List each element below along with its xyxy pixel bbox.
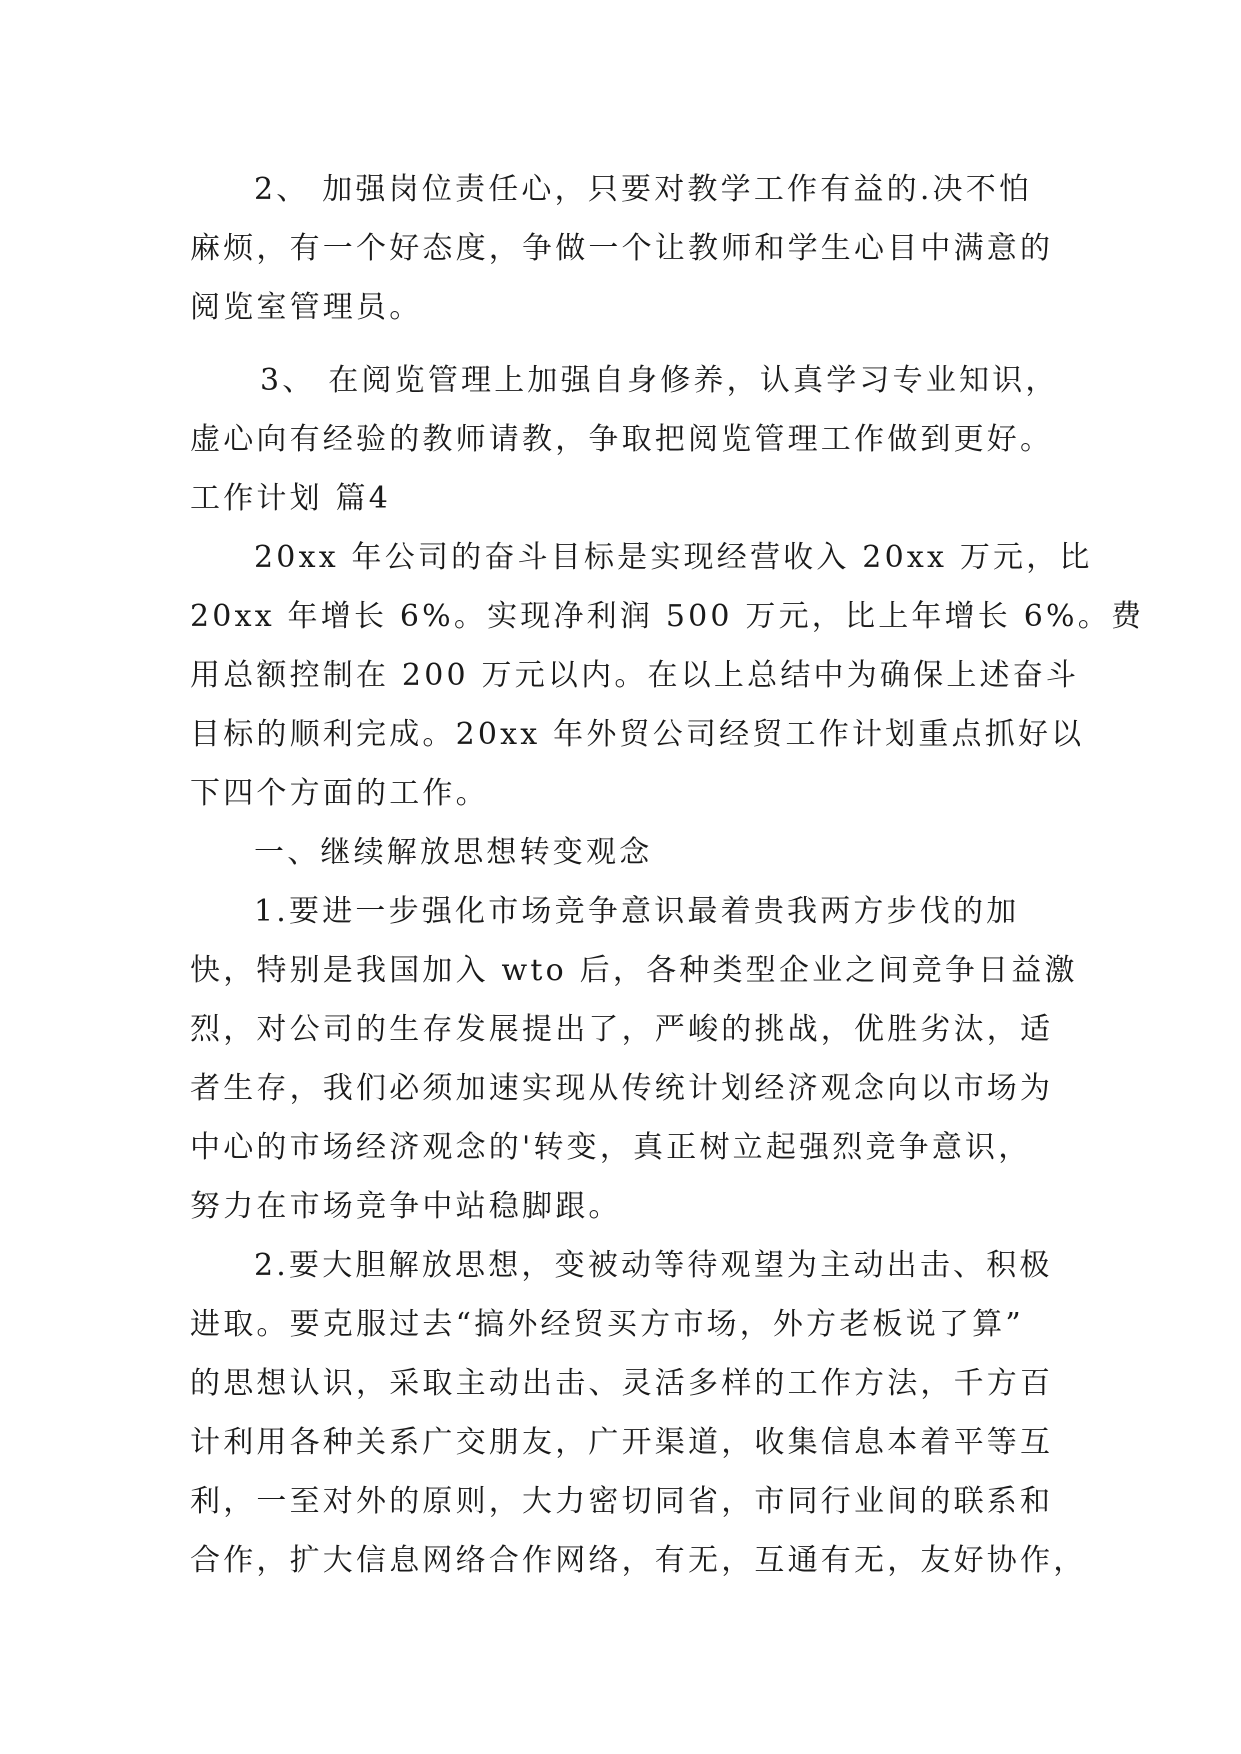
goal-para-line-1: 20xx 年公司的奋斗目标是实现经营收入 20xx 万元，比 [254, 540, 1093, 575]
item-1-line-6: 努力在市场竞争中站稳脚跟。 [190, 1189, 622, 1224]
item-2-line-6: 合作，扩大信息网络合作网络，有无，互通有无，友好协作， [190, 1543, 1087, 1578]
item-1-line-4: 者生存，我们必须加速实现从传统计划经济观念向以市场为 [190, 1071, 1054, 1106]
document-body [190, 160, 1145, 1590]
para-3-line-1: 3、 在阅览管理上加强自身修养，认真学习专业知识， [260, 363, 1059, 398]
section-heading: 工作计划 篇4 [190, 481, 392, 516]
goal-para-line-3: 用总额控制在 200 万元以内。在以上总结中为确保上述奋斗 [190, 658, 1080, 693]
goal-para-line-2: 20xx 年增长 6%。实现净利润 500 万元，比上年增长 6%。费 [190, 599, 1145, 634]
para-2-line-3: 阅览室管理员。 [190, 290, 423, 325]
item-2-line-3: 的思想认识，采取主动出击、灵活多样的工作方法，千方百 [190, 1366, 1054, 1401]
item-1-line-1: 1.要进一步强化市场竞争意识最着贵我两方步伐的加 [254, 894, 1020, 929]
subheading-one: 一、继续解放思想转变观念 [254, 835, 653, 870]
goal-para-line-4: 目标的顺利完成。20xx 年外贸公司经贸工作计划重点抓好以 [190, 717, 1085, 752]
para-3-line-2: 虚心向有经验的教师请教，争取把阅览管理工作做到更好。 [190, 422, 1054, 457]
para-2-line-2: 麻烦，有一个好态度，争做一个让教师和学生心目中满意的 [190, 231, 1054, 266]
item-2-line-2: 进取。要克服过去“搞外经贸买方市场，外方老板说了算” [190, 1307, 1024, 1342]
item-2-line-1: 2.要大胆解放思想，变被动等待观望为主动出击、积极 [254, 1248, 1053, 1283]
goal-para-line-5: 下四个方面的工作。 [190, 776, 489, 811]
para-2-line-1: 2、 加强岗位责任心，只要对教学工作有益的.决不怕 [254, 172, 1033, 207]
item-1-line-5: 中心的市场经济观念的'转变，真正树立起强烈竞争意识， [190, 1130, 1032, 1165]
item-2-line-4: 计利用各种关系广交朋友，广开渠道，收集信息本着平等互 [190, 1425, 1054, 1460]
item-2-line-5: 利，一至对外的原则，大力密切同省，市同行业间的联系和 [190, 1484, 1054, 1519]
item-1-line-3: 烈，对公司的生存发展提出了，严峻的挑战，优胜劣汰，适 [190, 1012, 1054, 1047]
item-1-line-2: 快，特别是我国加入 wto 后，各种类型企业之间竞争日益激 [190, 953, 1078, 988]
